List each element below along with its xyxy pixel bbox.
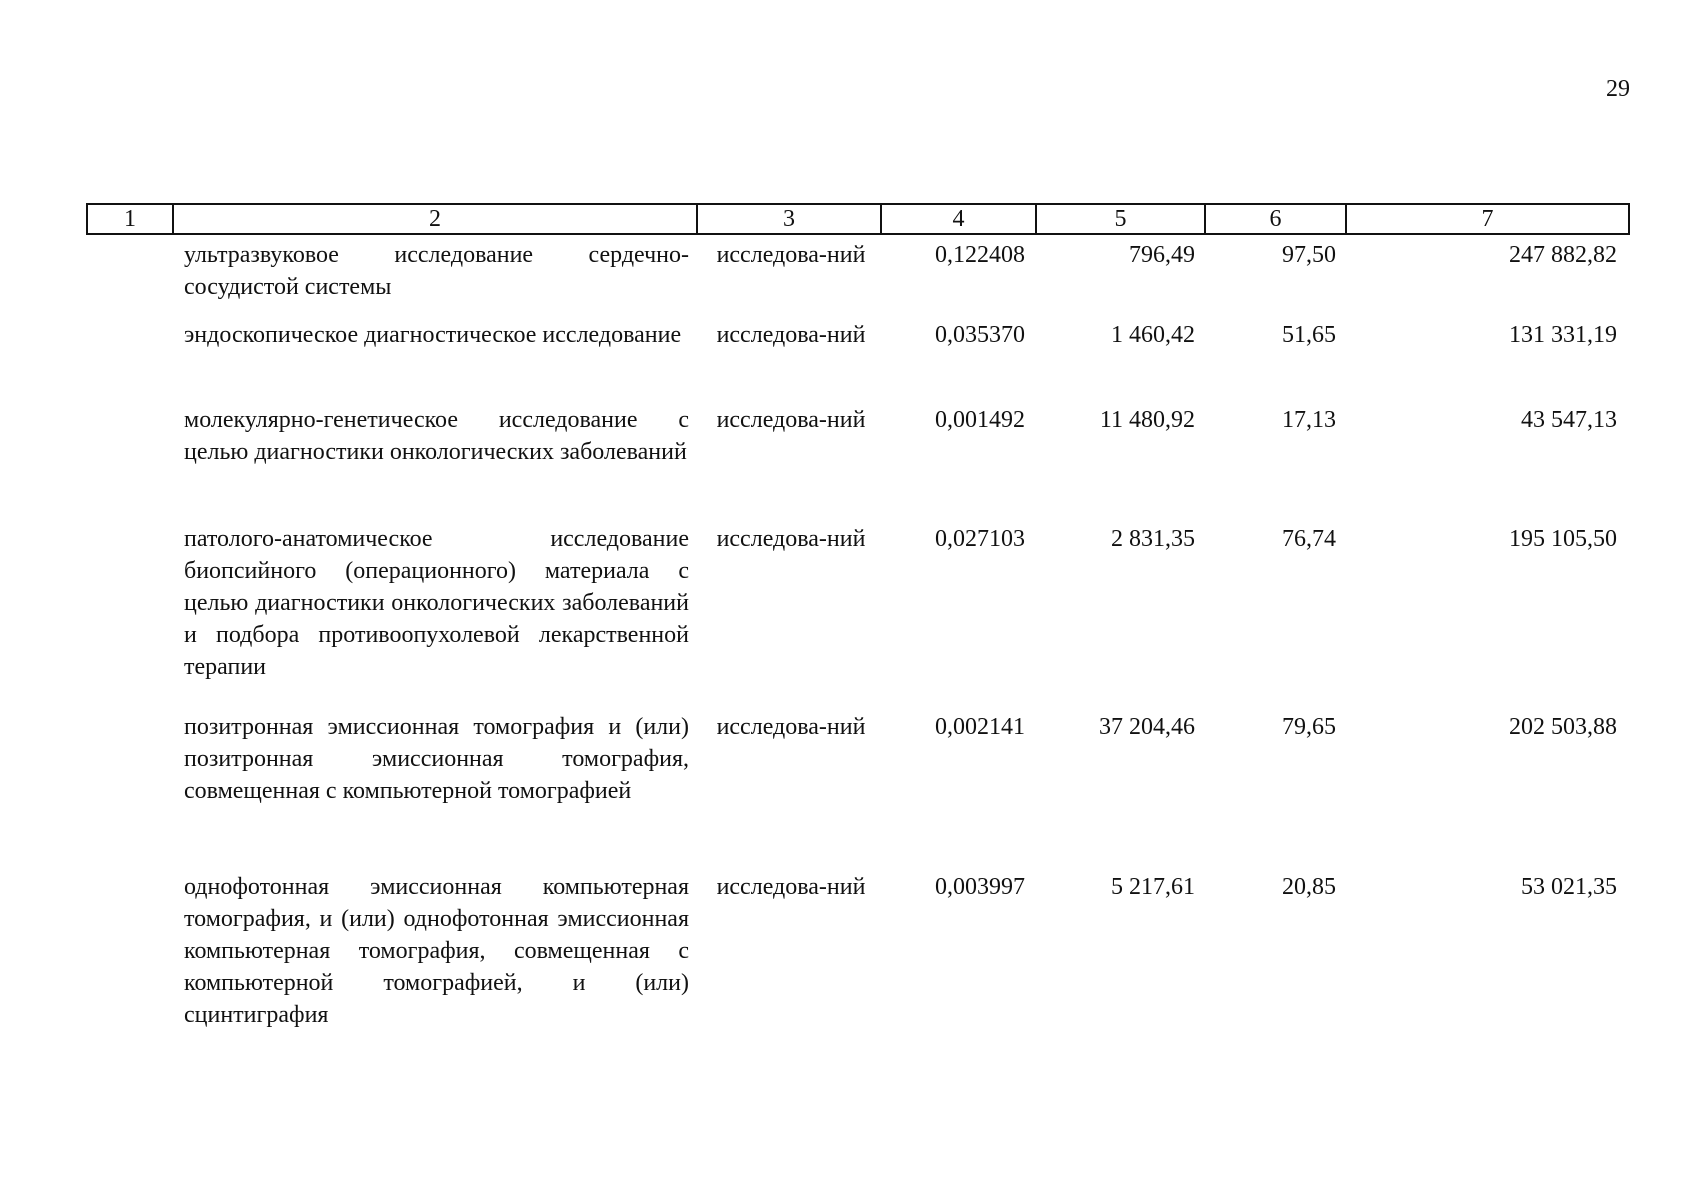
cell-value-5: 11 480,92 [1099, 407, 1195, 433]
cell-value-5: 2 831,35 [1111, 526, 1195, 552]
cell-unit [697, 523, 881, 711]
cell-value-4: 0,002141 [935, 714, 1025, 740]
cell-value-4: 0,003997 [935, 874, 1025, 900]
unit-label: исследова-ний [716, 714, 866, 740]
cell-value-5: 37 204,46 [1099, 714, 1195, 740]
column-header-3: 3 [697, 204, 881, 234]
service-name: молекулярно-генетическое исследование с целью диагностики онкологических заболеваний [184, 407, 689, 465]
cell-value-4: 0,027103 [935, 526, 1025, 552]
cell-service-name [173, 404, 697, 523]
cell-service-name [173, 234, 697, 319]
cell-value-7: 247 882,82 [1509, 242, 1617, 268]
table-row [87, 319, 1629, 404]
cell-value-5: 1 460,42 [1111, 322, 1195, 348]
cell-value-6: 17,13 [1282, 407, 1336, 433]
cell-value-4: 0,001492 [935, 407, 1025, 433]
column-header-7: 7 [1346, 204, 1629, 234]
cell-unit [697, 871, 881, 1041]
cell-value-7: 43 547,13 [1521, 407, 1617, 433]
cell-col1 [87, 319, 173, 404]
service-name: позитронная эмиссионная томография и (или) позитронная эмиссионная томография, совмещенная с компьютерной томографией [184, 714, 689, 804]
cell-value-7: 131 331,19 [1509, 322, 1617, 348]
column-header-1: 1 [87, 204, 173, 234]
cell-value-5: 796,49 [1129, 242, 1195, 268]
column-header-5: 5 [1036, 204, 1205, 234]
table-body [87, 234, 1629, 1041]
cell-service-name [173, 711, 697, 871]
cell-service-name [173, 523, 697, 711]
service-name: патолого-анатомическое исследование биопсийного (операционного) материала с целью диагностики онкологических заболеваний и подбора противоопухолевой лекарственной терапии [184, 526, 689, 680]
service-name: однофотонная эмиссионная компьютерная томография, и (или) однофотонная эмиссионная компьютерная томография, совмещенная с компьютерной томографией, и (или) сцинтиграфия [184, 874, 689, 1028]
column-header-6: 6 [1205, 204, 1346, 234]
table-row [87, 404, 1629, 523]
unit-label: исследова-ний [716, 322, 866, 348]
cell-value-6: 20,85 [1282, 874, 1336, 900]
header-row [87, 204, 1629, 234]
cell-value-4: 0,122408 [935, 242, 1025, 268]
service-name: ультразвуковое исследование сердечно-сосудистой системы [184, 242, 689, 300]
cell-value-4: 0,035370 [935, 322, 1025, 348]
cell-service-name [173, 319, 697, 404]
table-row [87, 234, 1629, 319]
cell-unit [697, 711, 881, 871]
unit-label: исследова-ний [716, 242, 866, 268]
cell-value-6: 97,50 [1282, 242, 1336, 268]
column-header-4: 4 [881, 204, 1036, 234]
cell-value-6: 79,65 [1282, 714, 1336, 740]
cell-value-5: 5 217,61 [1111, 874, 1195, 900]
cell-value-7: 195 105,50 [1509, 526, 1617, 552]
cell-service-name [173, 871, 697, 1041]
cell-col1 [87, 523, 173, 711]
page-number: 29 [1606, 76, 1630, 102]
table-header [87, 204, 1629, 234]
unit-label: исследова-ний [716, 407, 866, 433]
column-header-2: 2 [173, 204, 697, 234]
cell-unit [697, 234, 881, 319]
unit-label: исследова-ний [716, 526, 866, 552]
table-row [87, 871, 1629, 1041]
cell-unit [697, 404, 881, 523]
cell-col1 [87, 234, 173, 319]
cell-col1 [87, 871, 173, 1041]
table-row [87, 711, 1629, 871]
cell-value-6: 76,74 [1282, 526, 1336, 552]
cell-col1 [87, 404, 173, 523]
cell-unit [697, 319, 881, 404]
cell-value-7: 202 503,88 [1509, 714, 1617, 740]
table-row [87, 523, 1629, 711]
data-table [86, 203, 1630, 1041]
service-name: эндоскопическое диагностическое исследование [184, 322, 682, 348]
cell-value-7: 53 021,35 [1521, 874, 1617, 900]
cell-value-6: 51,65 [1282, 322, 1336, 348]
unit-label: исследова-ний [716, 874, 866, 900]
cell-col1 [87, 711, 173, 871]
